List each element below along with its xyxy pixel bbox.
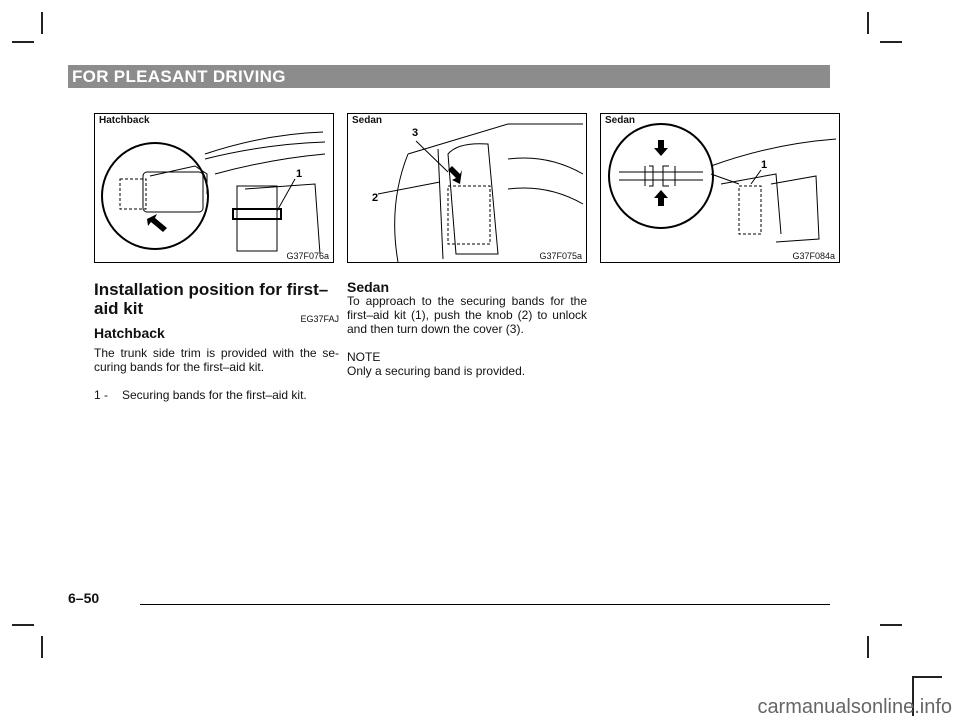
- watermark: carmanualsonline.info: [757, 696, 952, 718]
- figure-sedan-2: [600, 113, 840, 263]
- subheading-sedan: Sedan: [347, 279, 390, 295]
- figure-callout: 1: [296, 168, 303, 180]
- crop-mark: [880, 41, 902, 43]
- figure-callout: 1: [761, 159, 768, 171]
- crop-mark: [912, 676, 942, 678]
- left-column: [94, 280, 339, 402]
- list-item-text: Securing bands for the first–aid kit.: [122, 388, 307, 402]
- crop-mark: [12, 41, 34, 43]
- note-label: NOTE: [347, 350, 381, 364]
- hatchback-paragraph: The trunk side trim is provided with the se-curing bands for the first–aid kit.: [94, 346, 339, 374]
- figure-code: G37F084a: [792, 251, 835, 261]
- subheading-hatchback: Hatchback: [94, 325, 165, 341]
- crop-mark: [867, 12, 869, 34]
- figure-hatchback: [94, 113, 334, 263]
- figure-code: G37F076a: [286, 251, 329, 261]
- figure-label: Hatchback: [99, 115, 150, 126]
- sedan-band-illustration: [601, 114, 840, 263]
- figure-sedan-1: [347, 113, 587, 263]
- figure-callout: 2: [372, 192, 379, 204]
- list-item: [94, 388, 339, 402]
- figure-callout: 3: [412, 127, 419, 139]
- figure-code: G37F075a: [539, 251, 582, 261]
- section-header-title: FOR PLEASANT DRIVING: [72, 67, 286, 86]
- middle-column: [347, 280, 587, 378]
- reference-code: EG37FAJ: [300, 314, 339, 324]
- footer-divider: [140, 604, 830, 605]
- hatchback-illustration: [95, 114, 334, 263]
- figure-label: Sedan: [605, 115, 636, 126]
- figure-label: Sedan: [352, 115, 383, 126]
- note-text: Only a securing band is provided.: [347, 364, 526, 378]
- crop-mark: [12, 624, 34, 626]
- sedan-paragraph: To approach to the securing bands for the first–aid kit (1), push the knob (2) to unlock and then turn down the cover (3).: [347, 294, 587, 336]
- sedan-illustration: [348, 114, 587, 263]
- list-item-number: 1 -: [94, 388, 109, 402]
- crop-mark: [41, 12, 43, 34]
- section-header: [68, 65, 830, 88]
- crop-mark: [880, 624, 902, 626]
- section-title: Installation position for first–aid kit: [94, 280, 329, 318]
- crop-mark: [867, 636, 869, 658]
- page-number: 6–50: [68, 590, 100, 606]
- crop-mark: [41, 636, 43, 658]
